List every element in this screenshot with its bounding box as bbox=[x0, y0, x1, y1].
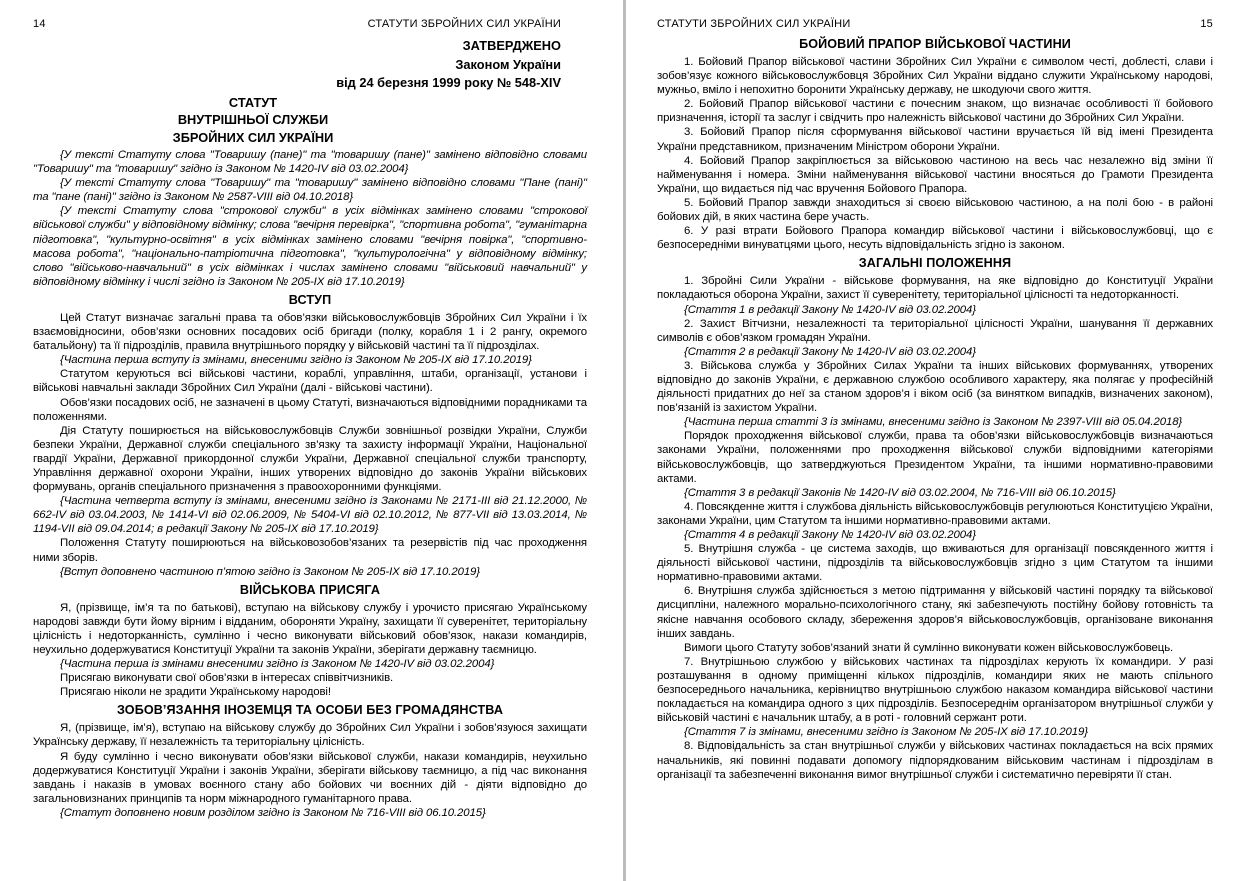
approval-block-line: ЗАТВЕРДЖЕНО bbox=[462, 38, 561, 53]
amendment-note: {Стаття 3 в редакції Законів № 1420-IV від 03.02.2004, № 716-VIII від 06.10.2015} bbox=[684, 486, 1116, 499]
body-paragraph: Я, (прізвище, ім’я), вступаю на військову службу до Збройних Сил України і зобов’язуюся захищати Українську державу, її незалежність та територіальну цілісність. bbox=[33, 722, 587, 749]
body-paragraph: 4. Повсякденне життя і службова діяльність військовослужбовців регулюються Конституцією України, законами України, цим Статутом та іншими нормативно-правовими актами. bbox=[657, 500, 1213, 527]
running-title: СТАТУТИ ЗБРОЙНИХ СИЛ УКРАЇНИ bbox=[657, 18, 851, 30]
body-paragraph: 6. У разі втрати Бойового Прапора командир військової частини і військовослужбовці, що є безпосередніми винуватцями цього, несуть відповідальність згідно із законом. bbox=[657, 225, 1213, 252]
amendment-note: {Частина перша статті 3 із змінами, внесеними згідно із Законом № 2397-VIII від 05.04.2018} bbox=[684, 416, 1183, 429]
approval-block-line: від 24 березня 1999 року № 548-XIV bbox=[336, 75, 561, 90]
page-body bbox=[657, 37, 1213, 782]
body-paragraph: 7. Внутрішньою службою у військових частинах та підрозділах керують їх командири. У разі розташування в одному приміщенні кількох підрозділів, командири яких не мають спільного безпосереднього начальника, керівництво внутрішньою службою наказом командира військової частини покладається на командира одного з цих підрозділів. Безпосереднім організатором внутрішньої служби у військовій частині є начальник штабу, а в роті - головний сержант роти. bbox=[657, 655, 1213, 725]
body-paragraph: 5. Бойовий Прапор завжди знаходиться зі своєю військовою частиною, а на полі бою - в районі бойових дій, в яких частина бере участь. bbox=[657, 196, 1213, 224]
page-right bbox=[626, 0, 1248, 881]
body-paragraph: 6. Внутрішня служба здійснюється з метою підтримання у військовій частині порядку та військової дисципліни, належного морально-психологічного стану, які забезпечують постійну бойову готовність та якісне навчання особового складу, збереження здоров’я військовослужбовців, організоване виконання інших завдань. bbox=[657, 585, 1213, 640]
body-paragraph: 4. Бойовий Прапор закріплюється за військовою частиною на весь час незалежно від зміни її найменування і номера. Зміни найменування військової частини вносяться до Грамоти Президента України, що видається під час вручення Бойового Прапора. bbox=[657, 154, 1213, 195]
body-paragraph: 2. Бойовий Прапор військової частини є почесним знаком, що визначає особливості її бойового призначення, історії та заслуг і свідчить про належність військової частини до Збройних Сил України. bbox=[657, 98, 1213, 125]
section-heading: БОЙОВИЙ ПРАПОР ВІЙСЬКОВОЇ ЧАСТИНИ bbox=[799, 37, 1071, 51]
document-title-line: ВНУТРІШНЬОЇ СЛУЖБИ bbox=[177, 112, 329, 127]
page-number: 14 bbox=[33, 18, 46, 30]
amendment-note: {Вступ доповнено частиною п’ятою згідно із Законом № 205-IX від 17.10.2019} bbox=[60, 565, 480, 578]
section-heading: ЗОБОВ’ЯЗАННЯ ІНОЗЕМЦЯ ТА ОСОБИ БЕЗ ГРОМАДЯНСТВА bbox=[116, 703, 504, 718]
amendment-note: {Частина перша із змінами внесеними згідно із Законом № 1420-IV від 03.02.2004} bbox=[60, 658, 495, 671]
running-head bbox=[33, 18, 587, 30]
document-title bbox=[33, 94, 473, 147]
document-title-line: СТАТУТ bbox=[228, 94, 278, 110]
body-paragraph: Присягаю виконувати свої обов’язки в інтересах співвітчизників. bbox=[60, 672, 394, 685]
section-heading: ЗАГАЛЬНІ ПОЛОЖЕННЯ bbox=[858, 256, 1012, 271]
body-paragraph: 3. Військова служба у Збройних Силах України та інших військових формуваннях, утворених відповідно до законів України, є державною службою особливого характеру, яка полягає у професійній діяльності придатних до неї за станом здоров’я і віком осіб (за винятком випадків, визначених законом), пов’язаній із захистом України. bbox=[657, 359, 1213, 415]
amendment-note: {У тексті Статуту слова "Товаришу (пане)" та "товаришу (пане)" замінено відповідно словами "Товаришу" та "товаришу" згідно із Законом № 1420-IV від 03.02.2004} bbox=[33, 149, 587, 176]
body-paragraph: Статутом керуються всі військові частини, кораблі, управління, штаби, організації, установи і військові навчальні заклади Збройних Сил України (далі - військові частини). bbox=[33, 368, 587, 395]
approval-block-line: Законом України bbox=[455, 56, 561, 72]
amendment-note: {У тексті Статуту слова "строкової служби" в усіх відмінках замінено словами "строкової військової служби" у відповідному відмінку; слова "вечірня перевірка", "спортивна робота", "гуманітарна підготовка", "культурно-освітня" в усіх відмінках замінено словами "вечірня повірка", "спортивно-масова робота", "національно-патріотична підготовка", "культурологічна" у відповідному відмінку; слово "військово-навчальний" в усіх відмінках і числах замінено словами "військовий навчальний" у відповідному відмінку і числі згідно із Законом № 205-IX від 17.10.2019} bbox=[33, 205, 587, 288]
body-paragraph: Цей Статут визначає загальні права та обов’язки військовослужбовців Збройних Сил України і їх взаємовідносини, обов’язки основних посадових осіб бригади (полку, корабля 1 і 2 рангу, окремого батальйону) та її підрозділів, правила внутрішнього порядку у військовій частині та її підрозділах. bbox=[33, 311, 587, 353]
section-heading: ВСТУП bbox=[288, 292, 332, 307]
body-paragraph: Я буду сумлінно і чесно виконувати обов’язки військової служби, накази командирів, неухильно додержуватися Конституції України і законів України, зберігати військову таємницю, а під час виконання завдань і наказів в умовах воєнного стану або бойових чи воєнних дій - діяти відповідно до загальновизнаних принципів та норм міжнародного гуманітарного права. bbox=[33, 750, 587, 805]
body-paragraph: 8. Відповідальність за стан внутрішньої служби у військових частинах покладається на всіх прямих начальників, які повинні подавати допомогу підпорядкованим військовим частинам і підрозділам в організації та забезпеченні виконання вимог внутрішньої служби і систематично перевіряти її стан. bbox=[657, 740, 1213, 781]
amendment-note: {Частина четверта вступу із змінами, внесеними згідно із Законами № 2171-III від 21.12.2000, № 662-IV від 03.04.2003, № 1414-VI від 02.06.2009, № 5404-VI від 02.10.2012, № 877-VII від 13.03.2014, № 1194-VII від 09.04.2014; в редакції Закону № 205-IX від 17.10.2019} bbox=[33, 495, 587, 536]
body-paragraph: 5. Внутрішня служба - це система заходів, що вживаються для організації повсякденного життя і діяльності військової частини, підрозділів та військовослужбовців згідно з цим Статутом та іншими нормативно-правовими актами. bbox=[657, 543, 1213, 584]
body-paragraph: Я, (прізвище, ім’я та по батькові), вступаю на військову службу і урочисто присягаю Українському народові завжди бути йому вірним і відданим, обороняти Україну, захищати її суверенітет, територіальну цілісність і недоторканність, сумлінно і чесно виконувати військовий обов’язок, накази командирів, неухильно додержуватися Конституції України та законів України, зберігати державну таємницю. bbox=[33, 601, 587, 656]
approval-block bbox=[33, 37, 561, 93]
body-paragraph: 3. Бойовий Прапор після сформування військової частини вручається їй від імені Президента України представником, призначеним Міністром оборони України. bbox=[657, 126, 1213, 153]
amendment-note: {Стаття 7 із змінами, внесеними згідно із Законом № 205-IX від 17.10.2019} bbox=[684, 726, 1088, 739]
body-paragraph: Вимоги цього Статуту зобов’язаний знати й сумлінно виконувати кожен військовослужбовець. bbox=[684, 641, 1174, 654]
running-title: СТАТУТИ ЗБРОЙНИХ СИЛ УКРАЇНИ bbox=[367, 18, 561, 30]
running-head bbox=[657, 18, 1213, 30]
body-paragraph: Присягаю ніколи не зрадити Українському народові! bbox=[60, 686, 331, 699]
body-paragraph: Дія Статуту поширюється на військовослужбовців Служби зовнішньої розвідки України, Служби безпеки України, Державної служби спеціального зв’язку та захисту інформації України, Національної гвардії України, Державної прикордонної служби України, Державної спеціальної служби транспорту, Управління державної охорони України, інших утворених відповідно до законів України військових формувань, органів спеціального призначення з правоохоронними функціями. bbox=[33, 424, 587, 494]
amendment-note: {Стаття 2 в редакції Закону № 1420-IV від 03.02.2004} bbox=[684, 345, 976, 358]
section-heading: ВІЙСЬКОВА ПРИСЯГА bbox=[239, 582, 381, 597]
amendment-note: {Статут доповнено новим розділом згідно із Законом № 716-VIII від 06.10.2015} bbox=[60, 806, 486, 819]
body-paragraph: Порядок проходження військової служби, права та обов’язки військовослужбовців визначаються законами України, положеннями про проходження військової служби відповідними категоріями військовослужбовців, що затверджуються Президентом України, та іншими нормативно-правовими актами. bbox=[657, 430, 1213, 485]
page-body bbox=[33, 37, 587, 820]
document-title-line: ЗБРОЙНИХ СИЛ УКРАЇНИ bbox=[172, 129, 334, 145]
page-left bbox=[0, 0, 623, 881]
amendment-note: {У тексті Статуту слова "Товаришу" та "товаришу" замінено відповідно словами "Пане (пані)" та "пане (пані)" згідно із Законом № 2587-VIII від 04.10.2018} bbox=[33, 177, 587, 204]
page-number: 15 bbox=[1200, 18, 1213, 30]
body-paragraph: 1. Бойовий Прапор військової частини Збройних Сил України є символом честі, доблесті, слави і зобов’язує кожного військовослужбовця Збройних Сил України віддано служити Українському народові, мужньо, вміло і непохитно боронити Українську державу, не шкодуючи свого життя. bbox=[657, 56, 1213, 97]
body-paragraph: 1. Збройні Сили України - військове формування, на яке відповідно до Конституції України покладаються оборона України, захист її суверенітету, територіальної цілісності та недоторканності. bbox=[657, 275, 1213, 302]
body-paragraph: Положення Статуту поширюються на військовозобов’язаних та резервістів під час проходження ними зборів. bbox=[33, 537, 587, 564]
amendment-note: {Стаття 4 в редакції Закону № 1420-IV від 03.02.2004} bbox=[684, 529, 976, 541]
body-paragraph: 2. Захист Вітчизни, незалежності та територіальної цілісності України, шанування її державних символів є обов’язком громадян України. bbox=[657, 317, 1213, 344]
amendment-note: {Частина перша вступу із змінами, внесеними згідно із Законом № 205-IX від 17.10.2019} bbox=[60, 354, 532, 367]
body-paragraph: Обов’язки посадових осіб, не зазначені в цьому Статуті, визначаються відповідними порадниками та положеннями. bbox=[33, 396, 587, 423]
amendment-note: {Стаття 1 в редакції Закону № 1420-IV від 03.02.2004} bbox=[684, 303, 976, 316]
